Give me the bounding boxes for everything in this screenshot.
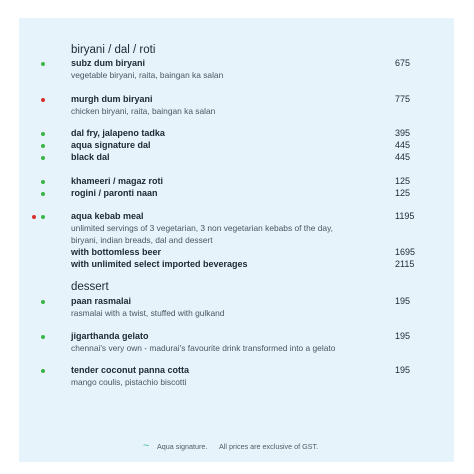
item-name: dal fry, jalapeno tadka	[71, 128, 165, 138]
item-description: biryani, indian breads, dal and dessert	[71, 235, 213, 245]
non-veg-indicator	[32, 215, 36, 219]
signature-note: Aqua signature.	[157, 442, 208, 451]
item-price: 395	[395, 128, 411, 138]
item-name: aqua kebab meal	[71, 211, 144, 221]
item-name: subz dum biryani	[71, 58, 146, 68]
item-price: 445	[395, 152, 411, 162]
item-price: 1695	[395, 247, 416, 257]
menu-page	[19, 18, 454, 462]
item-price: 2115	[395, 259, 415, 269]
item-name: paan rasmalai	[71, 296, 132, 306]
item-option: with bottomless beer	[71, 247, 162, 257]
item-description: chicken biryani, raita, baingan ka salan	[71, 106, 216, 116]
item-description: unlimited servings of 3 vegetarian, 3 non vegetarian kebabs of the day,	[71, 223, 333, 233]
veg-indicator	[41, 180, 45, 184]
veg-indicator	[41, 144, 45, 148]
item-price: 195	[395, 331, 411, 341]
veg-indicator	[41, 62, 45, 66]
aqua-signature-icon: ~	[143, 440, 150, 452]
item-description: chennai's very own - madurai's favourite drink transformed into a gelato	[71, 343, 336, 353]
item-name: aqua signature dal	[71, 140, 151, 150]
item-name: black dal	[71, 152, 110, 162]
veg-indicator	[41, 369, 45, 373]
veg-indicator	[41, 156, 45, 160]
section-title-biryani: biryani / dal / roti	[71, 44, 156, 56]
veg-indicator	[41, 132, 45, 136]
item-description: vegetable biryani, raita, baingan ka salan	[71, 70, 224, 80]
item-description: rasmalai with a twist, stuffed with gulkand	[71, 308, 225, 318]
item-name: jigarthanda gelato	[71, 331, 149, 341]
item-name: khameeri / magaz roti	[71, 176, 164, 186]
non-veg-indicator	[41, 98, 45, 102]
item-price: 775	[395, 94, 411, 104]
veg-indicator	[41, 215, 45, 219]
gst-note: All prices are exclusive of GST.	[219, 442, 319, 451]
item-name: murgh dum biryani	[71, 94, 153, 104]
item-price: 195	[395, 365, 411, 375]
section-title-dessert: dessert	[71, 281, 109, 293]
veg-indicator	[41, 335, 45, 339]
item-price: 1195	[395, 211, 415, 221]
item-option: with unlimited select imported beverages	[71, 259, 248, 269]
item-name: rogini / paronti naan	[71, 188, 158, 198]
item-price: 445	[395, 140, 411, 150]
item-price: 125	[395, 188, 411, 198]
item-price: 195	[395, 296, 411, 306]
item-price: 675	[395, 58, 411, 68]
item-price: 125	[395, 176, 411, 186]
veg-indicator	[41, 300, 45, 304]
item-description: mango coulis, pistachio biscotti	[71, 377, 187, 387]
veg-indicator	[41, 192, 45, 196]
item-name: tender coconut panna cotta	[71, 365, 190, 375]
